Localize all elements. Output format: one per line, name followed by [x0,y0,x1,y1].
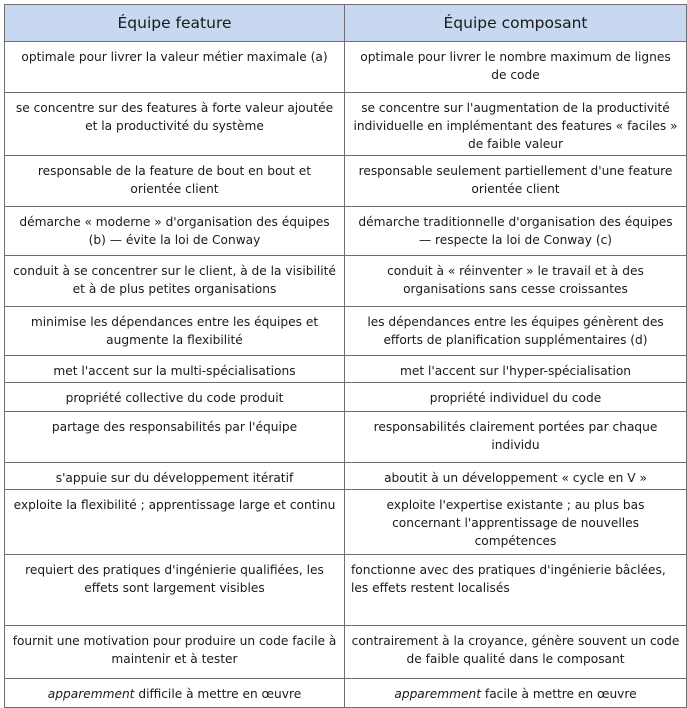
header-feature-team: Équipe feature [5,5,345,42]
cell-feature: propriété collective du code produit [5,383,345,412]
cell-component: conduit à « réinventer » le travail et à des organisations sans cesse croissantes [345,256,687,307]
header-component-team: Équipe composant [345,5,687,42]
cell-feature: fournit une motivation pour produire un code facile à maintenir et à tester [5,626,345,679]
table-row [5,307,687,356]
table-header-row [5,5,687,42]
cell-feature: se concentre sur des features à forte valeur ajoutée et la productivité du système [5,93,345,156]
comparison-table-container [4,4,686,708]
table-row [5,42,687,93]
cell-component [345,679,687,708]
cell-component: responsable seulement partiellement d'une feature orientée client [345,156,687,207]
cell-feature [5,679,345,708]
cell-feature: responsable de la feature de bout en bout et orientée client [5,156,345,207]
cell-feature: démarche « moderne » d'organisation des équipes (b) — évite la loi de Conway [5,207,345,256]
cell-feature: exploite la flexibilité ; apprentissage large et continu [5,490,345,555]
cell-component: exploite l'expertise existante ; au plus bas concernant l'apprentissage de nouvelles compétences [345,490,687,555]
cell-component: met l'accent sur l'hyper-spécialisation [345,356,687,383]
cell-feature: met l'accent sur la multi-spécialisations [5,356,345,383]
table-row [5,207,687,256]
cell-component: les dépendances entre les équipes génèrent des efforts de planification supplémentaires (d) [345,307,687,356]
table-row [5,256,687,307]
cell-feature: optimale pour livrer la valeur métier maximale (a) [5,42,345,93]
cell-text: difficile à mettre en œuvre [134,687,302,701]
cell-component: fonctionne avec des pratiques d'ingénierie bâclées, les effets restent localisés [345,555,687,626]
table-row [5,679,687,708]
cell-feature: minimise les dépendances entre les équipes et augmente la flexibilité [5,307,345,356]
cell-component: aboutit à un développement « cycle en V » [345,463,687,490]
cell-feature: conduit à se concentrer sur le client, à de la visibilité et à de plus petites organisations [5,256,345,307]
table-row [5,463,687,490]
table-row [5,93,687,156]
cell-text: facile à mettre en œuvre [481,687,637,701]
emphasis-text: apparemment [47,687,135,701]
table-row [5,490,687,555]
cell-feature: s'appuie sur du développement itératif [5,463,345,490]
cell-feature: requiert des pratiques d'ingénierie qualifiées, les effets sont largement visibles [5,555,345,626]
cell-component: démarche traditionnelle d'organisation des équipes — respecte la loi de Conway (c) [345,207,687,256]
cell-component: propriété individuel du code [345,383,687,412]
emphasis-text: apparemment [394,687,482,701]
table-row [5,555,687,626]
cell-component: responsabilités clairement portées par chaque individu [345,412,687,463]
table-row [5,412,687,463]
cell-component: optimale pour livrer le nombre maximum de lignes de code [345,42,687,93]
table-row [5,356,687,383]
table-row [5,626,687,679]
comparison-table [4,4,687,708]
table-row [5,383,687,412]
table-row [5,156,687,207]
cell-component: se concentre sur l'augmentation de la productivité individuelle en implémentant des features « faciles » de faible valeur [345,93,687,156]
cell-component: contrairement à la croyance, génère souvent un code de faible qualité dans le composant [345,626,687,679]
cell-feature: partage des responsabilités par l'équipe [5,412,345,463]
